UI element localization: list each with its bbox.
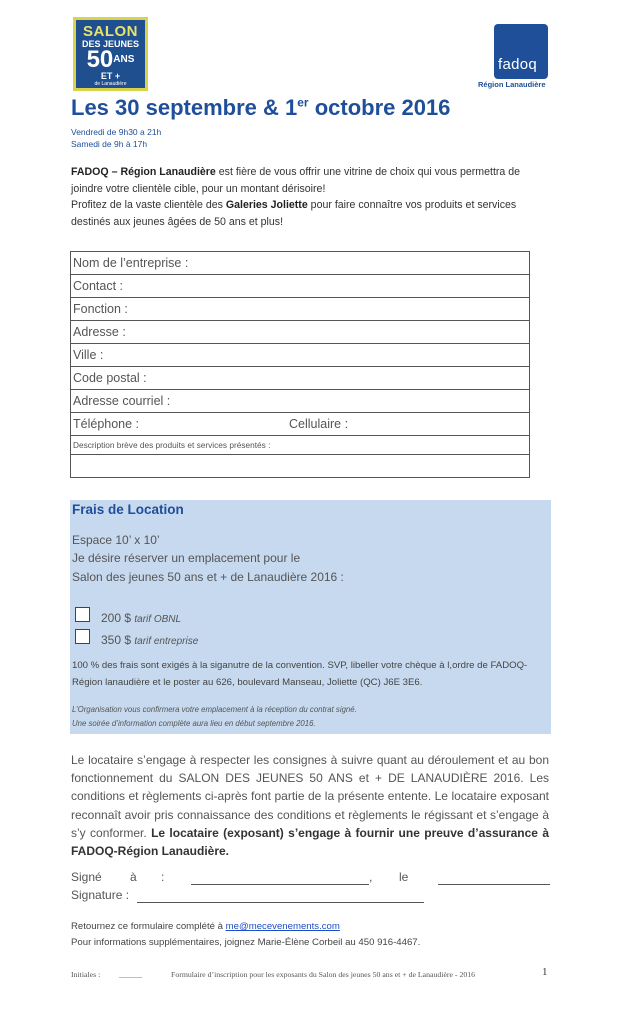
place-line[interactable] <box>191 884 369 885</box>
phone-field[interactable] <box>71 413 529 436</box>
postal-code-label: Code postal : <box>73 371 147 385</box>
signed-a: à <box>130 870 137 884</box>
cell-label: Cellulaire : <box>289 417 349 431</box>
salon-logo-line3: $50^{ANS}$ <box>86 46 135 73</box>
description-field[interactable] <box>71 455 529 477</box>
function-label: Fonction : <box>73 302 128 316</box>
fadoq-logo <box>494 24 548 79</box>
salon-logo <box>73 17 148 91</box>
terms-text: Le locataire s’engage à respecter les consignes à suivre quant au déroulement et au bon fonctionnement du SALON DES JEUNES 50 ANS et + DE LANAUDIÈRE 2016. Les conditions et règlements ci-après font partie de la présente entente. Le locataire exposant reconnaît avoir pris connaissance des conditions et règlements le régissant et s’engage à s’y conformer. Le locataire (exposant) s’engage à fournir une preuve d’assurance à FADOQ-Région Lanaudière. <box>71 753 549 859</box>
contact-email-link[interactable]: me@mecevenements.com <box>225 921 340 932</box>
fees-italic-2: Une soirée d’information complète aura lieu en début septembre 2016. <box>72 719 316 728</box>
email-field[interactable] <box>71 390 529 413</box>
business-checkbox[interactable] <box>75 629 90 644</box>
return-line: Retournez ce formulaire complété à me@mecevenements.com <box>71 921 340 932</box>
postal-code-field[interactable] <box>71 367 529 390</box>
info-line: Pour informations supplémentaires, joignez Marie-Élène Corbeil au 450 916-4467. <box>71 937 421 948</box>
footer-text: Formulaire d’inscription pour les exposants du Salon des jeunes 50 ans et + de Lanaudière - 2016 <box>171 970 476 979</box>
date-le: le <box>399 870 409 884</box>
address-label: Adresse : <box>73 325 126 339</box>
initials-blank[interactable]: ______ <box>119 970 143 979</box>
registration-form <box>70 251 530 478</box>
company-field[interactable] <box>71 252 529 275</box>
email-label: Adresse courriel : <box>73 394 171 408</box>
obnl-option: 200 $ tarif OBNL <box>101 611 182 625</box>
address-field[interactable] <box>71 321 529 344</box>
intro-text: FADOQ – Région Lanaudière est fière de vous offrir une vitrine de choix qui vous permettra de joindre votre clientèle cible, pour un montant dérisoire! Profitez de la vaste clientèle des Galeries Joliette pour faire connaître vos produits et services destinés aux jeunes âgées de 50 ans et plus! <box>71 166 521 228</box>
salon-logo-line1: SALON <box>83 23 138 40</box>
fadoq-region: Région Lanaudière <box>478 80 546 89</box>
initials-label: Initiales : <box>71 970 101 979</box>
fees-note: 100 % des frais sont exigés à la siganutre de la convention. SVP, libeller votre chèque à l,ordre de FADOQ-Région lanaudière et le poster au 626, boulevard Manseau, Joliette (QC) J6E 3E6. <box>72 660 528 688</box>
signed-label: Signé <box>71 870 102 884</box>
signed-comma: , <box>369 870 373 884</box>
phone-label: Téléphone : <box>73 417 140 431</box>
signed-colon: : <box>161 870 165 884</box>
hours-friday: Vendredi de 9h30 a 21h <box>71 127 162 137</box>
fees-space: Espace 10’ x 10’ <box>72 533 160 547</box>
fees-italic-1: L’Organisation vous confirmera votre emplacement à la réception du contrat signé. <box>72 705 357 714</box>
company-label: Nom de l’entreprise : <box>73 256 189 270</box>
city-label: Ville : <box>73 348 104 362</box>
salon-logo-sub: ET + <box>100 71 121 81</box>
contact-field[interactable] <box>71 275 529 298</box>
fees-box <box>70 500 551 734</box>
description-label: Description brève des produits et services présentés : <box>73 440 271 450</box>
obnl-checkbox[interactable] <box>75 607 90 622</box>
fees-line1: Je désire réserver un emplacement pour le <box>72 551 301 565</box>
contact-label: Contact : <box>73 279 124 293</box>
fees-line2: Salon des jeunes 50 ans et + de Lanaudière 2016 : <box>72 570 344 584</box>
page-title: Les 30 septembre & 1er octobre 2016 <box>71 95 451 120</box>
fadoq-logo-text: fadoq <box>498 56 538 73</box>
salon-logo-line2: DES JEUNES <box>81 39 140 49</box>
hours-saturday: Samedi de 9h à 17h <box>71 139 148 149</box>
signature-line[interactable] <box>137 902 424 903</box>
signature-label: Signature : <box>71 888 130 902</box>
salon-logo-line4: de Lanaudière <box>94 81 127 87</box>
function-field[interactable] <box>71 298 529 321</box>
description-label-row <box>71 436 529 455</box>
page-number: 1 <box>542 966 548 978</box>
city-field[interactable] <box>71 344 529 367</box>
business-option: 350 $ tarif entreprise <box>101 633 199 647</box>
date-line[interactable] <box>438 884 550 885</box>
fees-heading: Frais de Location <box>72 502 184 517</box>
